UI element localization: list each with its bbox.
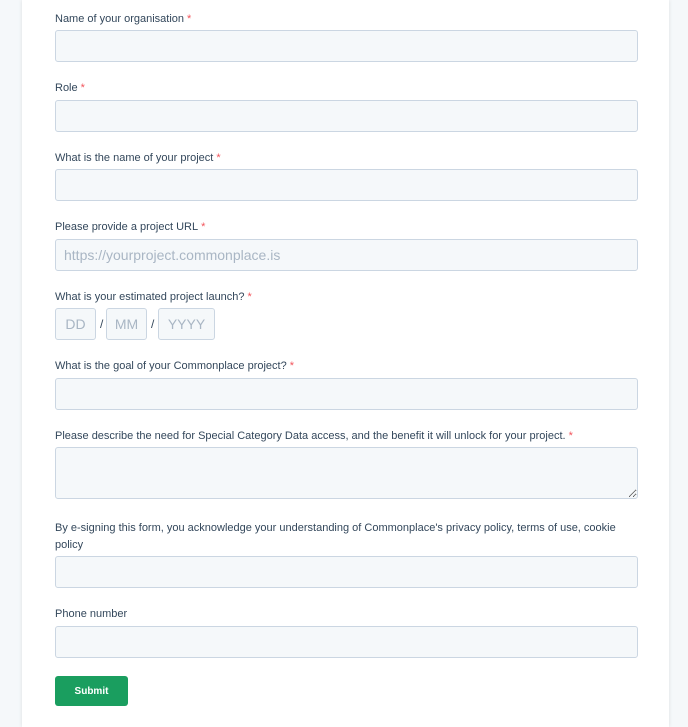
org-field-group xyxy=(55,11,638,28)
required-marker: * xyxy=(289,360,295,372)
launch-year-input[interactable] xyxy=(158,308,215,340)
required-marker: * xyxy=(216,152,221,164)
launch-day-input[interactable] xyxy=(55,308,96,340)
project-url-field-group xyxy=(55,219,638,236)
org-label: Name of your organisation * xyxy=(55,13,192,25)
launch-date-inputs xyxy=(55,308,255,340)
role-field-group xyxy=(55,80,638,97)
launch-label: What is your estimated project launch? * xyxy=(55,291,252,303)
phone-field-group xyxy=(55,606,638,623)
project-name-label: What is the name of your project * xyxy=(55,152,221,164)
required-marker: * xyxy=(80,82,85,94)
special-data-field-group xyxy=(55,428,638,445)
required-marker: * xyxy=(568,430,573,442)
form-card xyxy=(22,0,669,727)
project-name-input[interactable] xyxy=(55,169,638,201)
esign-label-line1: By e-signing this form, you acknowledge your understanding of Commonplace's privacy policy, terms of use, cookie policy xyxy=(55,522,616,551)
org-input[interactable] xyxy=(55,30,638,62)
required-marker: * xyxy=(201,221,206,233)
special-data-textarea[interactable] xyxy=(55,447,638,499)
date-separator: / xyxy=(100,317,104,331)
required-marker: * xyxy=(187,13,192,25)
project-url-input[interactable] xyxy=(55,239,638,271)
role-label: Role * xyxy=(55,82,85,94)
phone-label: Phone number xyxy=(55,608,128,620)
required-marker: * xyxy=(247,291,252,303)
project-url-label: Please provide a project URL * xyxy=(55,221,206,233)
esign-input[interactable] xyxy=(55,556,638,588)
launch-field-group xyxy=(55,289,638,331)
goal-field-group xyxy=(55,358,638,375)
project-name-field-group xyxy=(55,150,638,167)
date-separator: / xyxy=(151,317,155,331)
role-input[interactable] xyxy=(55,100,638,132)
phone-input[interactable] xyxy=(55,626,638,658)
esign-field-group xyxy=(55,520,638,571)
goal-input[interactable] xyxy=(55,378,638,410)
goal-label: What is the goal of your Commonplace project? * xyxy=(55,360,295,372)
launch-month-input[interactable] xyxy=(106,308,147,340)
submit-button[interactable]: Submit xyxy=(55,676,128,706)
special-data-label: Please describe the need for Special Category Data access, and the benefit it will unlock for your project. * xyxy=(55,430,573,442)
